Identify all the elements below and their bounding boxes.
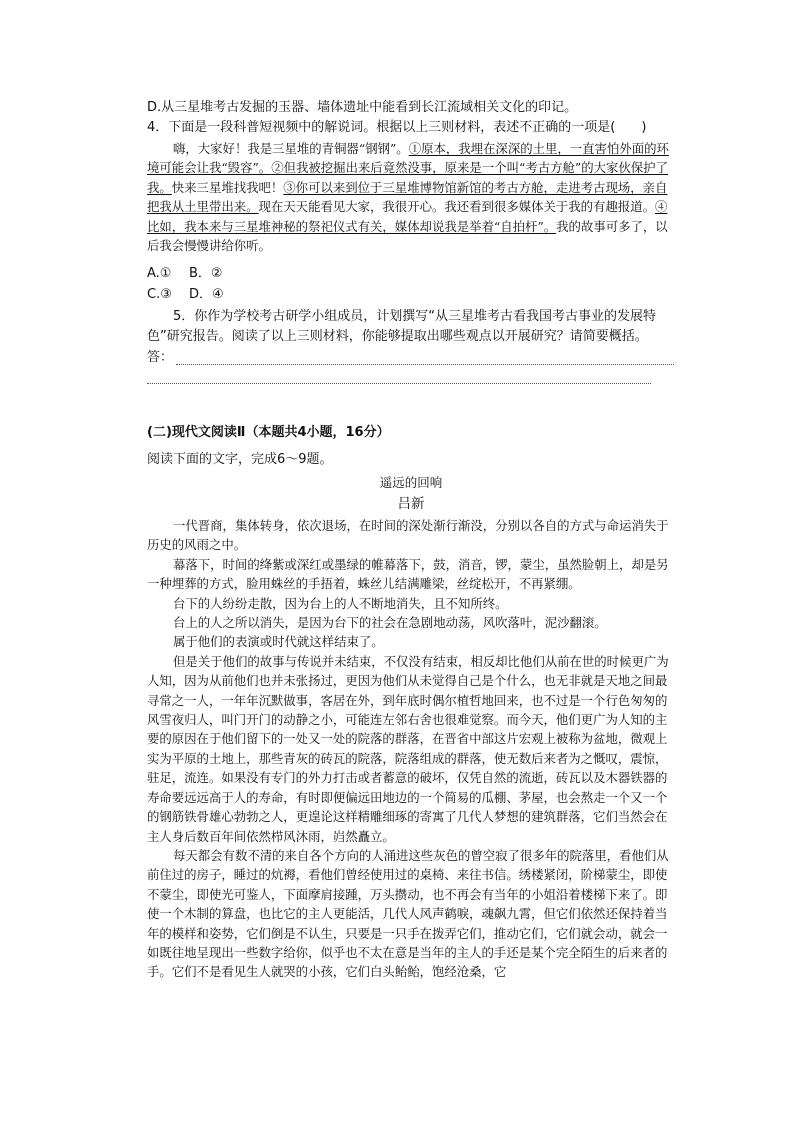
q4-option-c: C.③ — [147, 287, 172, 302]
q4-stem: 4．下面是一段科普短视频中的解说词。根据以上三则材料，表述不正确的一项是( ) — [147, 120, 647, 135]
article-paragraph: 台上的人之所以消失，是因为台下的社会在急剧地动荡，风吹落叶，泥沙翻滚。 — [173, 615, 607, 631]
article-body — [147, 516, 675, 982]
script-sentence-3-tail: 现在天天能看见大家，我很开心。我还看到很多媒体关于我的有趣报道。 — [258, 199, 656, 215]
q4-option-a: A.① — [147, 266, 172, 281]
q4-option-d: D．④ — [189, 287, 224, 302]
article-paragraph: 一代晋商，集体转身，依次退场，在时间的深处渐行渐没，分别以各自的方式与命运消失于历史的风雨之中。 — [147, 518, 669, 553]
reading-instruction: 阅读下面的文字，完成6～9题。 — [147, 452, 333, 467]
q4-options-row-1 — [147, 264, 675, 284]
article-paragraph: 台下的人纷纷走散，因为台上的人不断地消失，且不知所终。 — [173, 595, 508, 611]
q5-answer-label: 答： — [147, 350, 174, 365]
article-paragraph: 但是关于他们的故事与传说并未结束，不仅没有结束，相反却比他们从前在世的时候更广为人知，因为从前他们也并未张扬过，更因为他们从未觉得自己是个什么，也无非就是天地之间最寻常之一人，一年年沉默做事，客居在外，到年底时偶尔植哲地回来，也不过是一个行色匆匆的风雪夜归人，叫门开门的动静之小，可能连左邻右舍也很难觉察。而今天，他们更广为人知的主要的原因在于他们留下的一处又一处的院落的群落，在晋省中部这片宏观上被称为盆地，微观上实为平原的土地上，那些青灰的砖瓦的院落，院落组成的群落，使无数后来者为之慨叹，震惊，驻足，流连。如果没有专门的外力打击或者蓄意的破坏，仅凭自然的流逝，砖瓦以及木器铁器的寿命要远远高于人的寿命，有时即便偏远田地边的一个简易的瓜棚、茅屋，也会熬走一个又一个的钢筋铁骨雄心勃勃之人，更遑论这样精雕细琢的寄寓了几代人梦想的建筑群落，它们当然会在主人身后数百年间依然栉风沐雨，岿然矗立。 — [147, 653, 669, 844]
article-title: 遥远的回响 — [379, 475, 443, 490]
script-sentence-4: ④比如，我本来与三星堆神秘的祭祀仪式有关，媒体却说我是举着“自拍杆”。 — [147, 199, 668, 234]
script-sentence-2: ②但我被挖掘出来后竟然没事，原来是一个叫“考古方舱”的大家伙保护了我。 — [147, 160, 668, 195]
article-paragraph: 属于他们的表演或时代就这样结束了。 — [173, 634, 384, 650]
q4-script — [147, 139, 675, 255]
answer-line-2[interactable] — [147, 383, 651, 384]
q4-option-b: B．② — [189, 266, 223, 281]
script-sentence-1: ①原本，我埋在深深的土里，一直害怕外面的环境可能会让我“毁容”。 — [147, 141, 669, 176]
script-sentence-4-tail: 我的故事可多了，以后我会慢慢讲给你听。 — [147, 218, 668, 254]
answer-line-1[interactable] — [176, 364, 674, 365]
article-paragraph: 幕落下，时间的绛紫或深红或墨绿的帷幕落下，鼓，消音，锣，蒙尘，虽然脸朝上，却是另一种埋葬的方式，脸用蛛丝的手捂着，蛛丝儿结满雕梁，丝绽松开，不再紧绷。 — [147, 556, 669, 592]
section-heading: (二)现代文阅读Ⅱ（本题共4小题，16分） — [147, 425, 390, 440]
script-intro: 嗨，大家好！我是三星堆的青铜器“钢钢”。 — [173, 141, 409, 156]
script-sentence-2-tail: 快来三星堆找我吧！ — [171, 179, 284, 195]
script-sentence-3: ③你可以来到位于三星堆博物馆新馆的考古方舱，走进考古现场，亲自把我从土里带出来。 — [147, 179, 668, 215]
article-paragraph: 每天都会有数不清的来自各个方向的人涌进这些灰色的曾空寂了很多年的院落里，看他们从前住过的房子，睡过的炕褥，看他们曾经使用过的桌椅、来往书信。绣楼紧闭，阶梯蒙尘，即使不蒙尘，即使光可鉴人，下面摩肩接踵，万头攒动，也不再会有当年的小姐沿着楼梯下来了。即使一个木制的算盘，也比它的主人更能活，几代人风声鹤唳，魂飙九霄，但它们依然还保持着当年的模样和姿势，它们倒是不认生，只要是一只手在拨弄它们，推动它们，它们就会动，就会一如既往地呈现出一些数字给你，似乎也不太在意是当年的主人的手还是某个完全陌生的后来者的手。它们不是看见生人就哭的小孩，它们白头鲐鲐，饱经沧桑，它 — [147, 847, 669, 980]
q4-options-row-2 — [147, 285, 675, 305]
article-author: 吕新 — [397, 496, 425, 512]
q3-option-d: D.从三星堆考古发掘的玉器、墙体遗址中能看到长江流域相关文化的印记。 — [147, 100, 578, 115]
q5-stem: 5．你作为学校考古研学小组成员，计划撰写“从三星堆考古看我国考古事业的发展特色”研究报告。阅读了以上三则材料，你能够提取出哪些观点以开展研究？请简要概括。 — [147, 309, 657, 344]
